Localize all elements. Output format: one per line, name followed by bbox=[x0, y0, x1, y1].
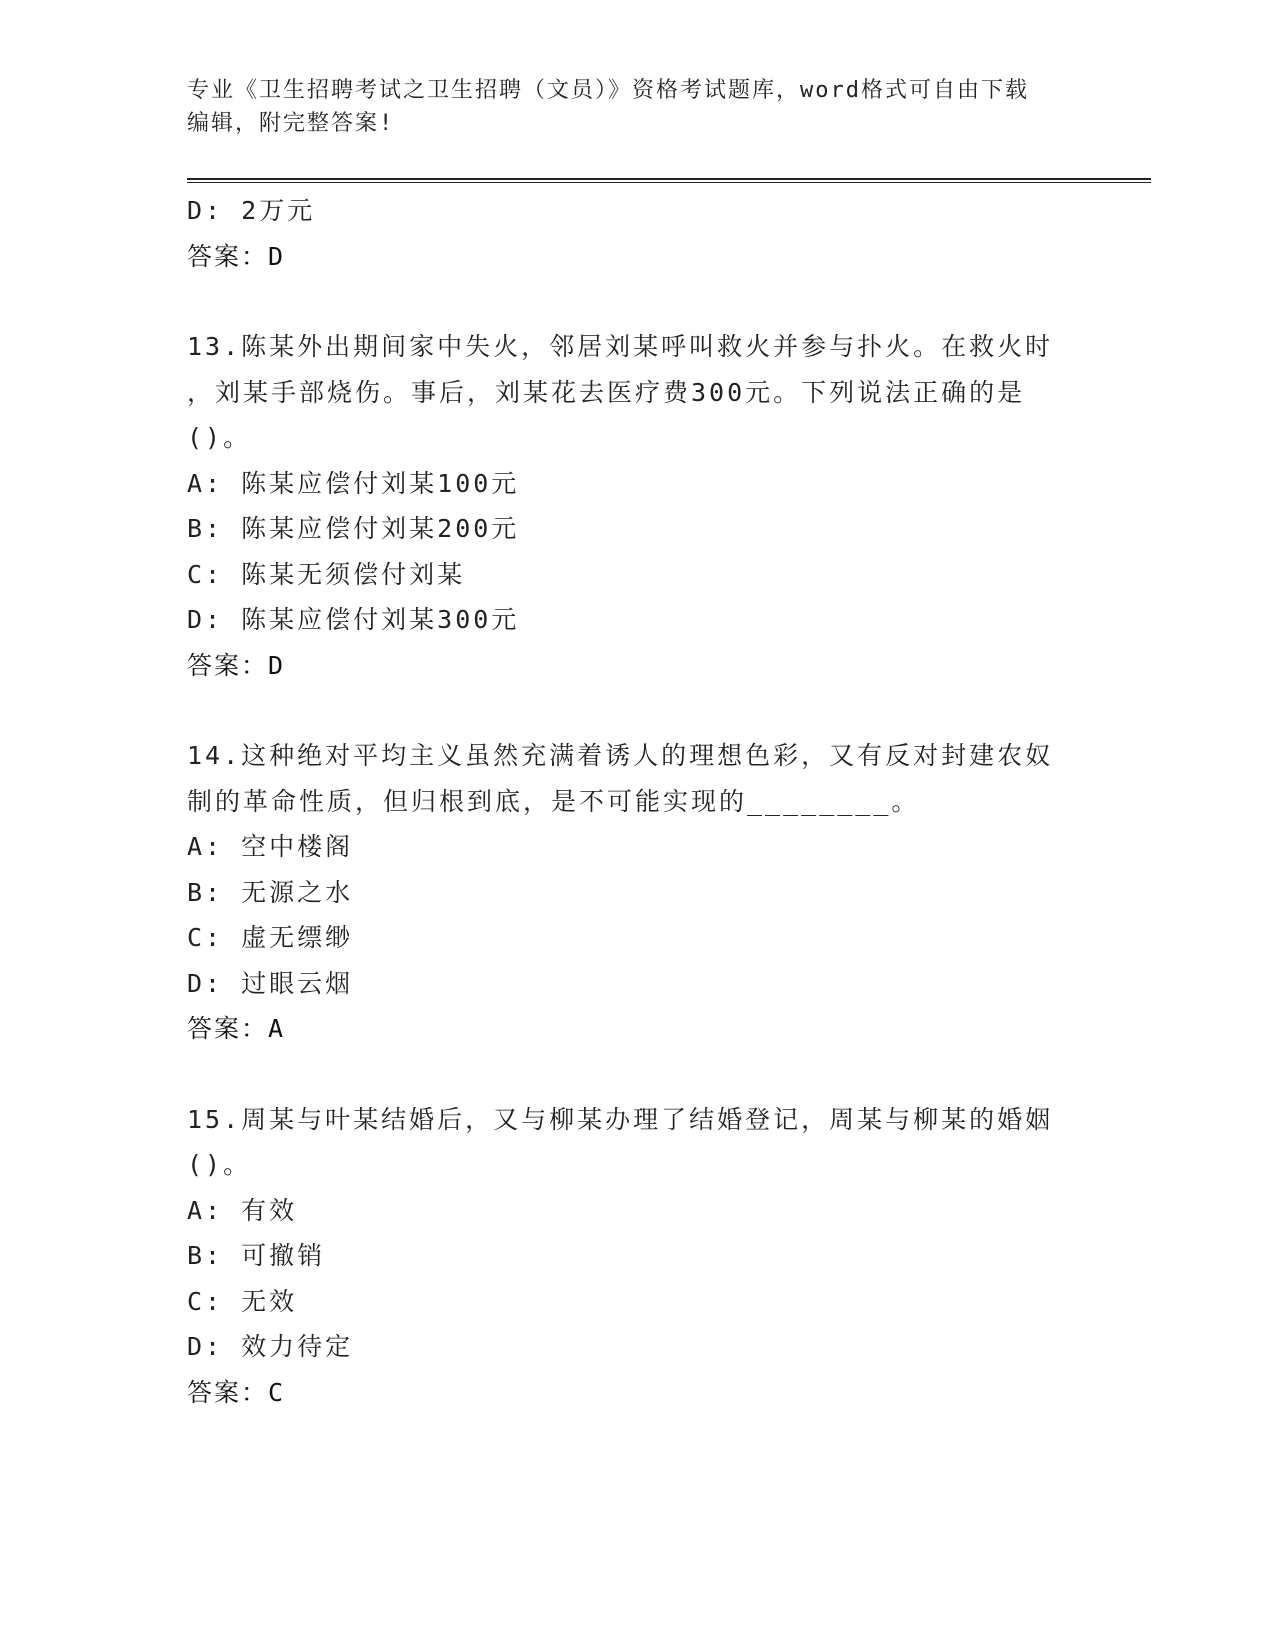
question-13 bbox=[187, 324, 1087, 688]
option-c: C: 无效 bbox=[187, 1286, 298, 1316]
option-a: A: 空中楼阁 bbox=[187, 832, 354, 861]
spacer bbox=[187, 279, 1087, 324]
answer-value: D bbox=[268, 241, 286, 271]
answer-label: 答案： bbox=[187, 241, 269, 271]
option-c: C: 虚无缥缈 bbox=[187, 923, 354, 952]
answer-line bbox=[187, 643, 1087, 689]
document-body bbox=[187, 188, 1087, 1415]
page-header bbox=[187, 74, 1067, 140]
question-14 bbox=[187, 733, 1087, 1052]
header-line-2: 编辑，附完整答案! bbox=[187, 111, 395, 136]
previous-question-tail bbox=[187, 188, 1087, 279]
option-b: B: 陈某应偿付刘某200元 bbox=[187, 514, 520, 543]
answer-label: 答案： bbox=[187, 1014, 269, 1043]
spacer bbox=[187, 1052, 1087, 1097]
option-d: D: 陈某应偿付刘某300元 bbox=[187, 605, 520, 634]
question-15 bbox=[187, 1097, 1087, 1416]
option-d: D: 2万元 bbox=[187, 196, 316, 225]
question-stem-line: 13.陈某外出期间家中失火，邻居刘某呼叫救火并参与扑火。在救火时 bbox=[187, 332, 1054, 361]
option-d: D: 效力待定 bbox=[187, 1332, 354, 1361]
option-c: C: 陈某无须偿付刘某 bbox=[187, 559, 466, 589]
question-stem-line: 14.这种绝对平均主义虽然充满着诱人的理想色彩，又有反对封建农奴 bbox=[187, 741, 1054, 770]
spacer bbox=[187, 688, 1087, 733]
header-rule-thin bbox=[187, 182, 1151, 183]
option-b: B: 可撤销 bbox=[187, 1241, 326, 1270]
option-d: D: 过眼云烟 bbox=[187, 968, 354, 998]
answer-label: 答案： bbox=[187, 1377, 269, 1407]
option-a: A: 陈某应偿付刘某100元 bbox=[187, 468, 520, 498]
question-stem-line: ()。 bbox=[187, 1150, 252, 1179]
option-b: B: 无源之水 bbox=[187, 877, 354, 907]
answer-line bbox=[187, 1006, 1087, 1052]
option-a: A: 有效 bbox=[187, 1195, 298, 1225]
answer-line bbox=[187, 234, 1087, 280]
answer-value: D bbox=[268, 650, 286, 680]
answer-label: 答案： bbox=[187, 650, 269, 680]
header-rule-thick bbox=[187, 178, 1151, 180]
question-stem-line: 15.周某与叶某结婚后，又与柳某办理了结婚登记，周某与柳某的婚姻 bbox=[187, 1104, 1054, 1134]
question-stem-line: ，刘某手部烧伤。事后，刘某花去医疗费300元。下列说法正确的是 bbox=[187, 377, 1026, 407]
question-stem-line: ()。 bbox=[187, 423, 252, 452]
question-stem-line: 制的革命性质，但归根到底，是不可能实现的________。 bbox=[187, 786, 920, 816]
answer-value: A bbox=[268, 1014, 286, 1043]
header-line-1: 专业《卫生招聘考试之卫生招聘（文员）》资格考试题库，word格式可自由下载 bbox=[187, 78, 1029, 103]
answer-line bbox=[187, 1370, 1087, 1416]
answer-value: C bbox=[268, 1377, 286, 1407]
